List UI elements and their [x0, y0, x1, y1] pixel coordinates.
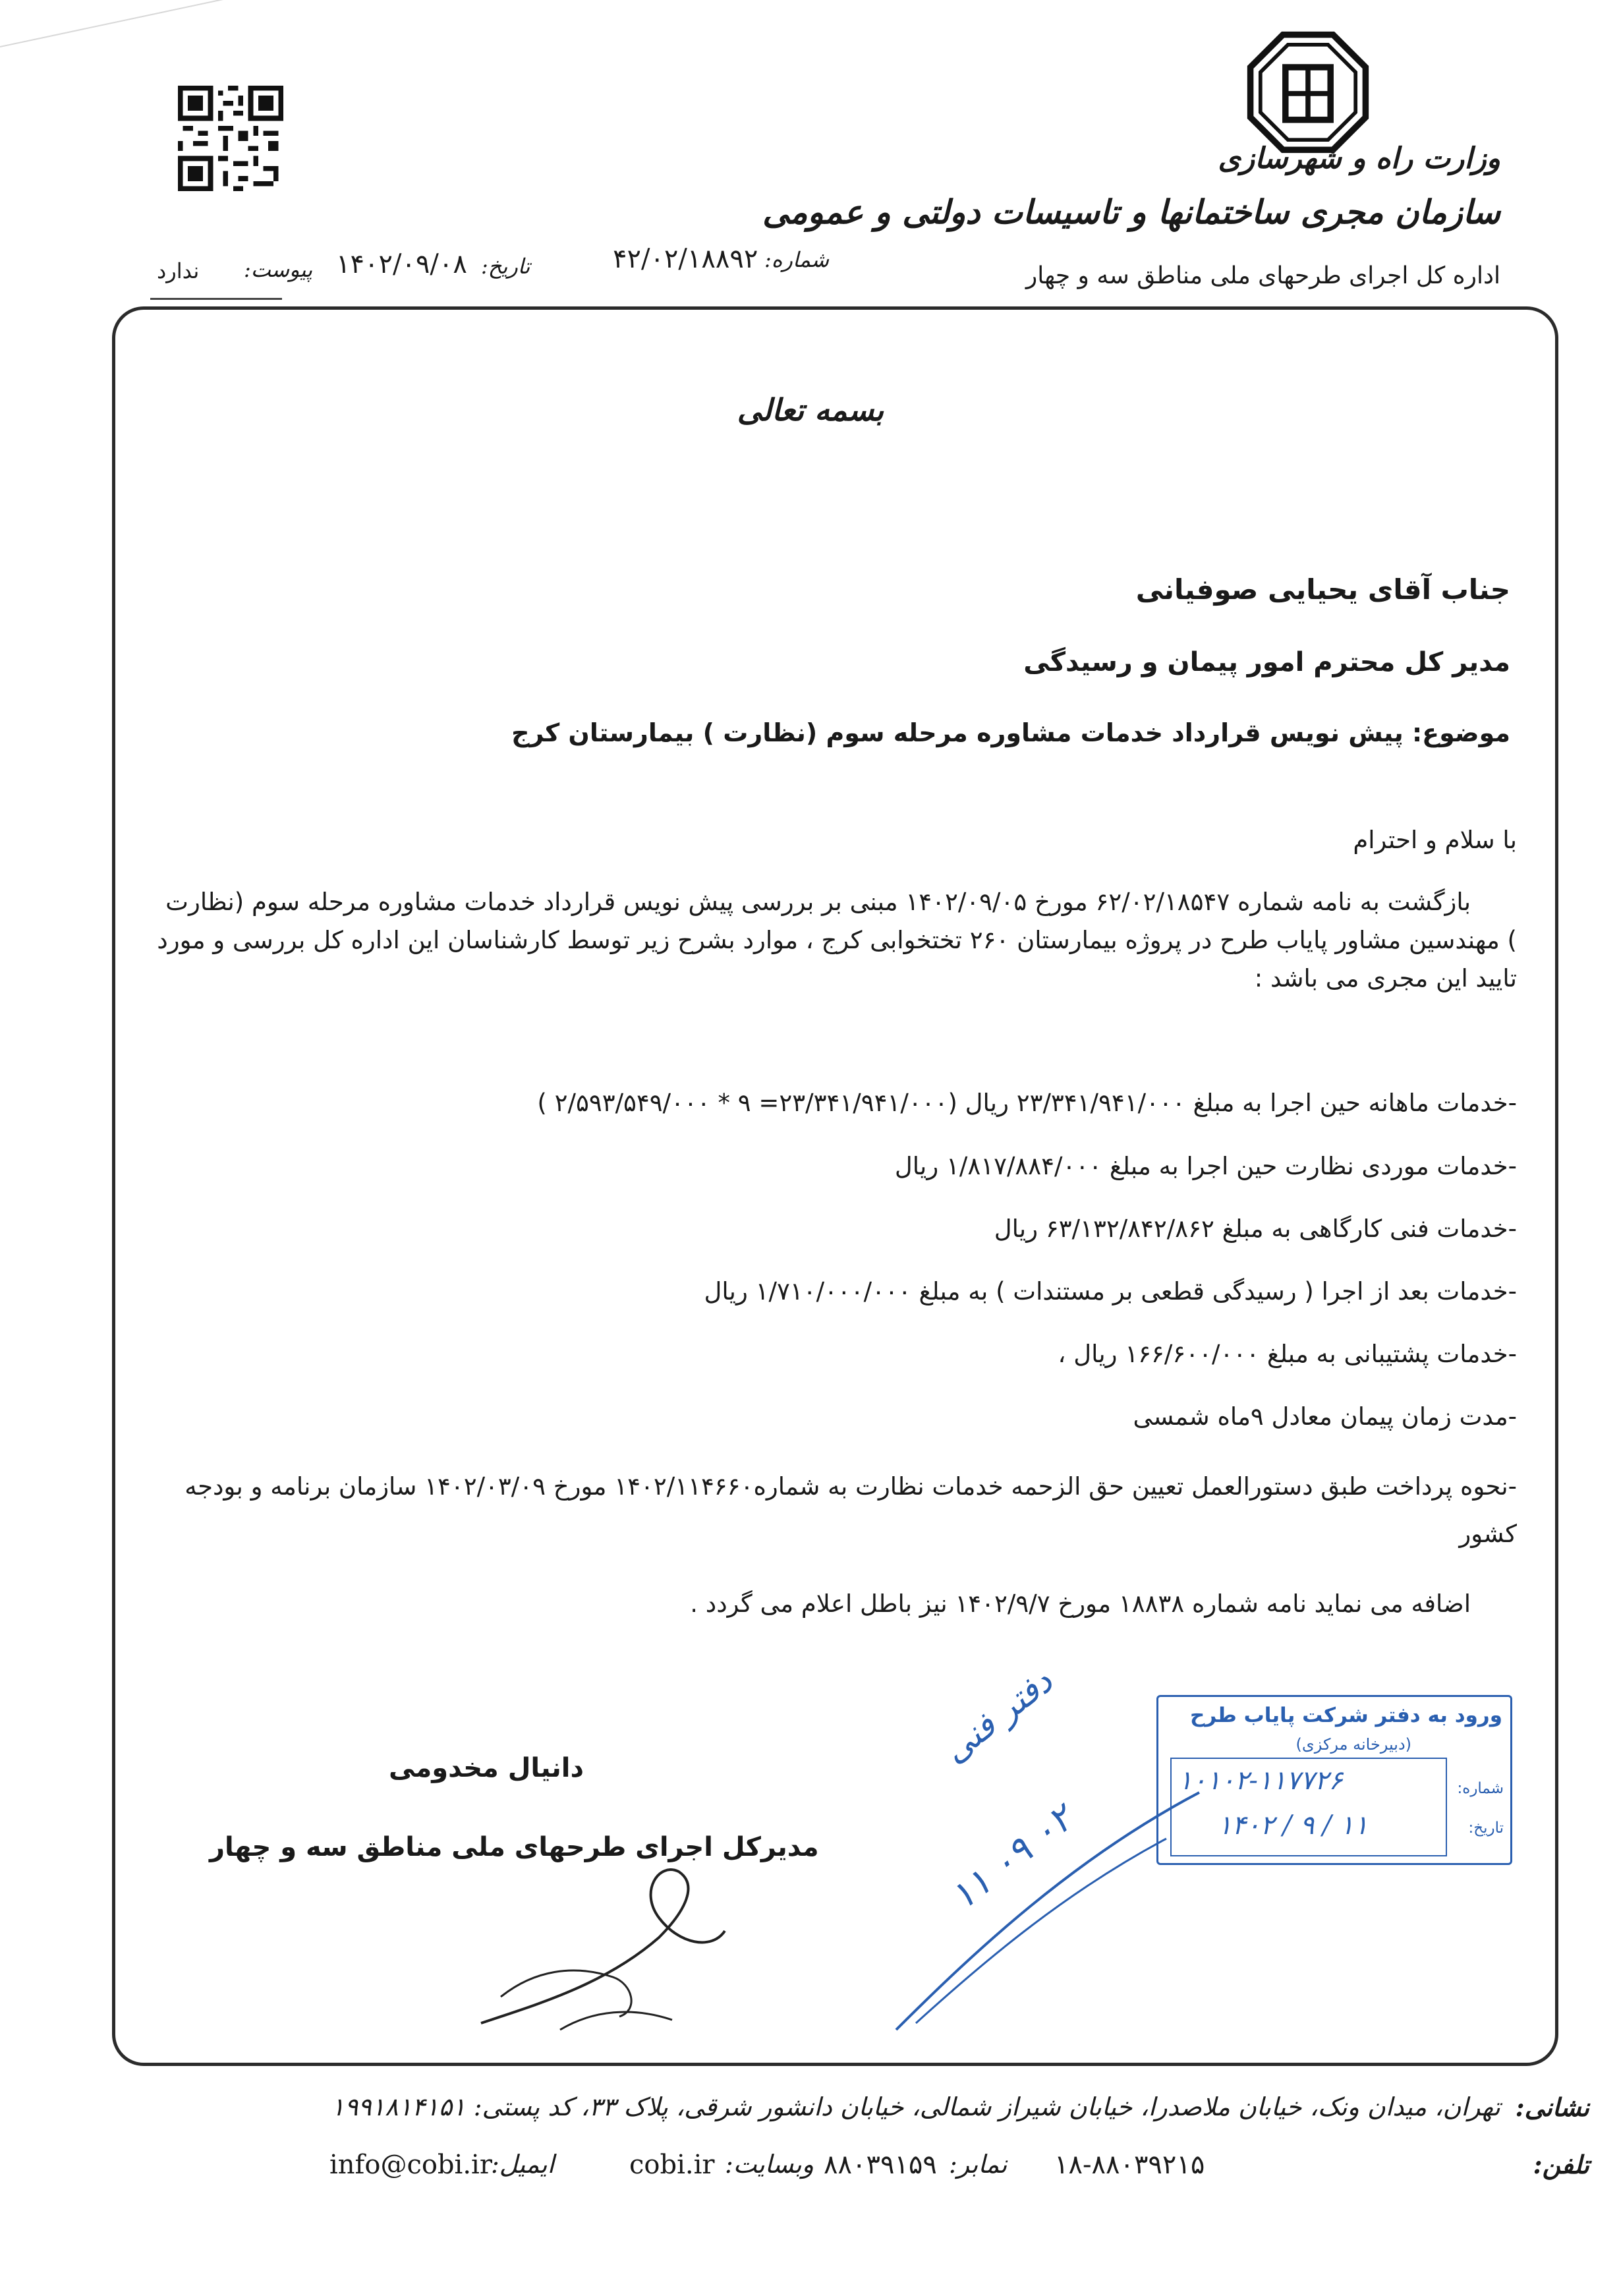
- item-contract-duration: -مدت زمان پیمان معادل ۹ماه شمسی: [1133, 1402, 1517, 1431]
- email-label: ایمیل:: [491, 2150, 555, 2179]
- handwritten-date: ۱۱ ۰۹ ۰۲: [942, 1796, 1081, 1919]
- item-site-technical: -خدمات فنی کارگاهی به مبلغ ۶۳/۱۳۲/۸۴۲/۸۶۲ ریال: [994, 1215, 1517, 1243]
- item-post-execution: -خدمات بعد از اجرا ( رسیدگی قطعی بر مستندات ) به مبلغ ۱/۷۱۰/۰۰۰/۰۰۰ ریال: [704, 1277, 1517, 1306]
- recipient-title: مدیر کل محترم امور پیمان و رسیدگی: [1023, 647, 1510, 677]
- basmala: بسمه تعالی: [737, 392, 884, 428]
- phone-value: ۱۸-۸۸۰۳۹۲۱۵: [1054, 2150, 1205, 2180]
- fax-value: ۸۸۰۳۹۱۵۹: [824, 2150, 937, 2180]
- ministry-name: وزارت راه و شهرسازی: [1218, 142, 1500, 175]
- address-text: تهران، میدان ونک، خیابان ملاصدرا، خیابان شیراز شمالی، خیابان دانشور شرقی، پلاک ۳۳، کد پستی: ۱۹۹۱۸۱۴۱۵۱: [331, 2092, 1500, 2121]
- payment-method: -نحوه پرداخت طبق دستورالعمل تعیین حق الزحمه خدمات نظارت به شماره۱۴۰۲/۱۱۴۶۶۰ مورخ ۱۴۰۲/۰۳/۰۹ سازمان برنامه و بودجه کشور: [185, 1472, 1517, 1548]
- qr-code: [178, 86, 283, 191]
- website-link[interactable]: cobi.ir: [629, 2150, 715, 2180]
- item-monthly-services: -خدمات ماهانه حین اجرا به مبلغ ۲۳/۳۴۱/۹۴۱/۰۰۰ ریال (۲۳/۳۴۱/۹۴۱/۰۰۰= ۹ * ۲/۵۹۳/۵۴۹/۰۰۰ ): [537, 1089, 1517, 1117]
- date-label: تاریخ:: [481, 254, 530, 279]
- recipient-name: جناب آقای یحیایی صوفیانی: [1135, 573, 1510, 606]
- phone-label: تلفن:: [1533, 2150, 1589, 2179]
- attachment-underline: [150, 298, 282, 300]
- stamp-title: ورود به دفتر شرکت پایاب طرح: [1190, 1704, 1502, 1727]
- department-name: اداره کل اجرای طرحهای ملی مناطق سه و چهار: [1025, 262, 1500, 289]
- stamp-subtitle: (دبیرخانه مرکزی): [1295, 1735, 1411, 1754]
- fold-mark: [0, 0, 271, 47]
- greeting: با سلام و احترام: [1353, 826, 1517, 854]
- address-label: نشانی:: [1515, 2092, 1589, 2122]
- organization-name: سازمان مجری ساختمانها و تاسیسات دولتی و عمومی: [762, 192, 1500, 231]
- attachment-value: ندارد: [157, 258, 200, 283]
- handwritten-note: دفتر فنی: [936, 1661, 1060, 1771]
- stamp-number-value: ۱۰۱۰۲-۱۱۷۷۲۶: [1178, 1765, 1343, 1796]
- number-value: ۴۲/۰۲/۱۸۸۹۲: [613, 244, 758, 274]
- stamp-number-label: شماره:: [1457, 1780, 1504, 1797]
- signer-title: مدیرکل اجرای طرحهای ملی مناطق سه و چهار: [210, 1832, 819, 1862]
- stamp-date-value: ۱۴۰۲ / ۹ / ۱۱: [1218, 1810, 1369, 1841]
- handwritten-signature: [461, 1845, 738, 2043]
- number-label: شماره:: [764, 247, 830, 272]
- item-support-services: -خدمات پشتیبانی به مبلغ ۱۶۶/۶۰۰/۰۰۰ ریال ،: [1058, 1340, 1517, 1368]
- item-ad-hoc-supervision: -خدمات موردی نظارت حین اجرا به مبلغ ۱/۸۱۷/۸۸۴/۰۰۰ ریال: [894, 1152, 1517, 1180]
- website-label: وبسایت:: [725, 2150, 814, 2179]
- email-link[interactable]: info@cobi.ir: [329, 2150, 492, 2180]
- fax-label: نمابر:: [949, 2150, 1008, 2179]
- subject-line: موضوع: پیش نویس قرارداد خدمات مشاوره مرحله سوم (نظارت ) بیمارستان کرج: [511, 718, 1510, 747]
- stamp-date-label: تاریخ:: [1468, 1820, 1504, 1837]
- intro-paragraph: بازگشت به نامه شماره ۶۲/۰۲/۱۸۵۴۷ مورخ ۱۴۰۲/۰۹/۰۵ مبنی بر بررسی پیش نویس قرارداد خدمات مشاوره مرحله سوم (نظارت ) مهندسین مشاور پایاب طرح در پروژه بیمارستان ۲۶۰ تختخوابی کرج ، موارد بشرح زیر توسط کارشناسان این اداره کل بررسی و مورد تایید این مجری می باشد :: [157, 888, 1517, 992]
- receipt-stamp: [1156, 1695, 1512, 1865]
- date-value: ۱۴۰۲/۰۹/۰۸: [336, 249, 467, 279]
- ministry-logo-icon: [1245, 30, 1371, 155]
- closing-remark: اضافه می نماید نامه شماره ۱۸۸۳۸ مورخ ۱۴۰۲/۹/۷ نیز باطل اعلام می گردد .: [690, 1590, 1471, 1618]
- attachment-label: پیوست:: [244, 257, 313, 282]
- signer-name: دانیال مخدومی: [389, 1753, 584, 1783]
